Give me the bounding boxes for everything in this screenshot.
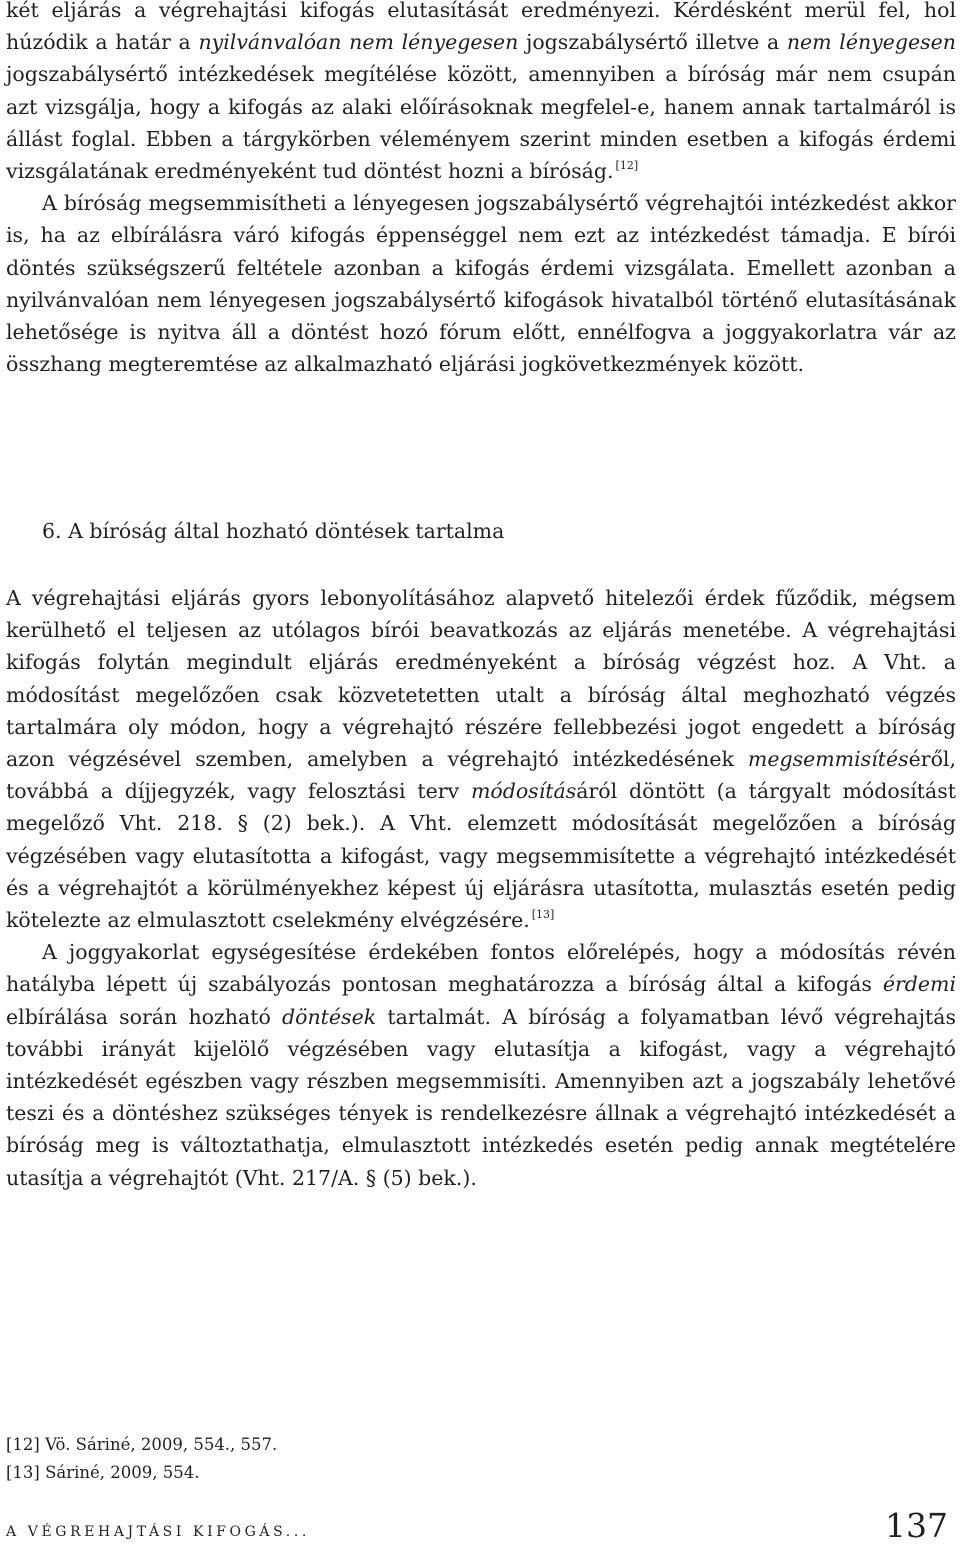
footnotes bbox=[6, 1431, 277, 1487]
paragraph-3-text-c: áról döntött (a tárgyalt módosítást megelőző Vht. 218. § (2) bek.). A Vht. elemzett módosítását megelőzően a bíróság végzésében vagy elutasította a kifogást, vagy megsemmisítette a végrehajtó intézkedését és a végrehajtót a körülményekhez képest új eljárásra utasította, mulasztás esetén pedig kötelezte az elmulasztott cselekmény elvégzésére. bbox=[6, 779, 956, 933]
paragraph-3-text-b: éről, továbbá a díjjegyzék, vagy felosztási terv bbox=[6, 747, 956, 804]
footnote-ref-12[interactable]: [12] bbox=[615, 159, 639, 173]
paragraph-4-text-c: tartalmát. A bíróság a folyamatban lévő végrehajtás további irányát kijelölő végzésében vagy elutasítja a kifogást, vagy a végrehajtó intézkedését egészben vagy részben megsemmisíti. Amennyiben azt a jogszabály lehetővé teszi és a döntéshez szükséges tények is rendelkezésre állnak a végrehajtó intézkedését a bíróság meg is változtathatja, elmulasztott intézkedés esetén pedig annak megtételére utasítja a végrehajtót (Vht. 217/A. § (5) bek.). bbox=[6, 1004, 956, 1190]
paragraph-4-emphasis-b: döntések bbox=[282, 1004, 377, 1029]
paragraph-1-emphasis-a: nyilvánvalóan nem lényegesen bbox=[198, 30, 519, 55]
paragraph-4-emphasis-a: érdemi bbox=[882, 972, 956, 997]
paragraph-1-text-a: két eljárás a végrehajtási kifogás elutasítását eredményezi. Kérdésként merül fel, hol húzódik a határ a bbox=[6, 0, 956, 55]
paragraph-4-text-a: A joggyakorlat egységesítése érdekében fontos előrelépés, hogy a módosítás révén hatályba lépett új szabályozás pontosan meghatározza a bíróság által a kifogás bbox=[6, 940, 956, 997]
footnote-12: [12] Vö. Sáriné, 2009, 554., 557. bbox=[6, 1435, 278, 1454]
paragraph-4-text-b: elbírálása során hozható bbox=[6, 1004, 283, 1029]
paragraph-1 bbox=[6, 0, 956, 187]
paragraph-3-emphasis-a: megsemmisítés bbox=[747, 747, 909, 772]
paragraph-2: A bíróság megsemmisítheti a lényegesen jogszabálysértő végrehajtói intézkedést akkor is, ha az elbírálásra váró kifogás éppenséggel nem ezt az intézkedést támadja. E bírói döntés szükségszerű feltétele azonban a kifogás érdemi vizsgálata. Emellett azonban a nyilvánvalóan nem lényegesen jogszabálysértő kifogások hivatalból történő elutasításának lehetősége is nyitva áll a döntést hozó fórum előtt, ennélfogva a joggyakorlatra vár az összhang megteremtése az alkalmazható eljárási jogkövetkezmények között. bbox=[6, 191, 956, 377]
text-block-lower bbox=[6, 582, 956, 1194]
footnote-ref-13[interactable]: [13] bbox=[531, 908, 555, 922]
paragraph-1-text-c: jogszabálysértő intézkedések megítélése között, amennyiben a bíróság már nem csupán azt vizsgálja, hogy a kifogás az alaki előírásoknak megfelel-e, hanem annak tartalmáról is állást foglal. Ebben a tárgykörben véleményem szerint minden esetben a kifogás érdemi vizsgálatának eredményeként tud döntést hozni a bíróság. bbox=[6, 62, 956, 184]
page-number: 137 bbox=[885, 1506, 948, 1545]
paragraph-3-text-a: A végrehajtási eljárás gyors lebonyolításához alapvető hitelezői érdek fűződik, mégsem kerülhető el teljesen az utólagos bírói beavatkozás az eljárás menetébe. A végrehajtási kifogás folytán megindult eljárás eredményeként a bíróság végzést hoz. A Vht. a módosítást megelőzően csak közvetetetten utalt a bíróság által meghozható végzés tartalmára oly módon, hogy a végrehajtó részére fellebbezési jogot engedett a bíróság azon végzésével szemben, amelyben a végrehajtó intézkedésének bbox=[6, 586, 956, 772]
section-heading: 6. A bíróság által hozható döntések tartalma bbox=[42, 519, 505, 543]
paragraph-4 bbox=[6, 936, 956, 1194]
paragraph-1-text-b: jogszabálysértő illetve a bbox=[518, 30, 787, 55]
paragraph-3-emphasis-b: módosítás bbox=[470, 779, 577, 804]
running-footer-title: A VÉGREHAJTÁSI KIFOGÁS... bbox=[6, 1524, 310, 1540]
paragraph-1-emphasis-b: nem lényegesen bbox=[786, 30, 956, 55]
footnote-13: [13] Sáriné, 2009, 554. bbox=[6, 1463, 200, 1482]
paragraph-3 bbox=[6, 582, 956, 936]
text-block-upper bbox=[6, 0, 956, 380]
